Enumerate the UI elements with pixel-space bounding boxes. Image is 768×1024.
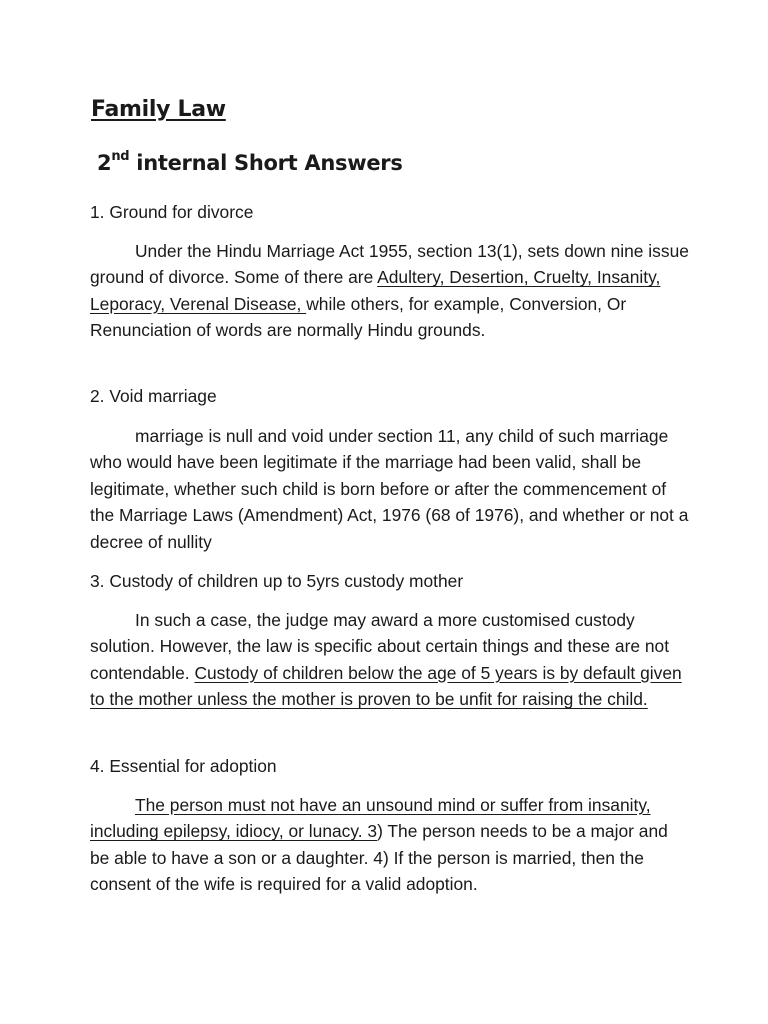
question-2: 2. Void marriage [90, 386, 217, 406]
question-4: 4. Essential for adoption [90, 756, 277, 776]
answer-4 [90, 792, 690, 898]
answer-3-underlined: Custody of children below the age of 5 years is by default given to the mother unless the mother is proven to be unfit for raising the child. [90, 662, 682, 710]
answer-4-part-2: ) The person needs to be a major and be able to have a son or a daughter. 4) If the person is married, then the consent of the wife is required for a valid adoption. [90, 821, 668, 895]
document-title: Family Law [91, 97, 226, 122]
answer-3 [90, 607, 690, 713]
answer-1-underlined: Adultery, Desertion, Cruelty, Insanity, Leporacy, Verenal Disease, [90, 267, 661, 314]
subtitle-number: 2 [97, 151, 112, 175]
answer-3-part-1: In such a case, the judge may award a more customised custody solution. However, the law is specific about certain things and these are not contendable. [90, 610, 670, 683]
subtitle-text: internal Short Answers [129, 151, 403, 175]
answer-1-part-3: while others, for example, Conversion, Or Renunciation of words are normally Hindu grounds. [90, 293, 627, 341]
answer-4-underlined: The person must not have an unsound mind or suffer from insanity, including epilepsy, idiocy, or lunacy. 3 [90, 795, 651, 842]
answer-2 [90, 423, 690, 555]
question-3: 3. Custody of children up to 5yrs custody mother [90, 571, 464, 591]
answer-2-text: marriage is null and void under section 11, any child of such marriage who would have been legitimate if the marriage had been valid, shall be legitimate, whether such child is born before or after the commencement of the Marriage Laws (Amendment) Act, 1976 (68 of 1976), and whether or not a decree of nullity [90, 426, 689, 552]
document-subtitle [97, 148, 403, 178]
question-1: 1. Ground for divorce [90, 202, 254, 222]
subtitle-superscript: nd [111, 149, 130, 164]
answer-1 [90, 238, 690, 344]
answer-1-part-1: Under the Hindu Marriage Act 1955, section 13(1), sets down nine issue ground of divorce. Some of there are [90, 241, 689, 288]
